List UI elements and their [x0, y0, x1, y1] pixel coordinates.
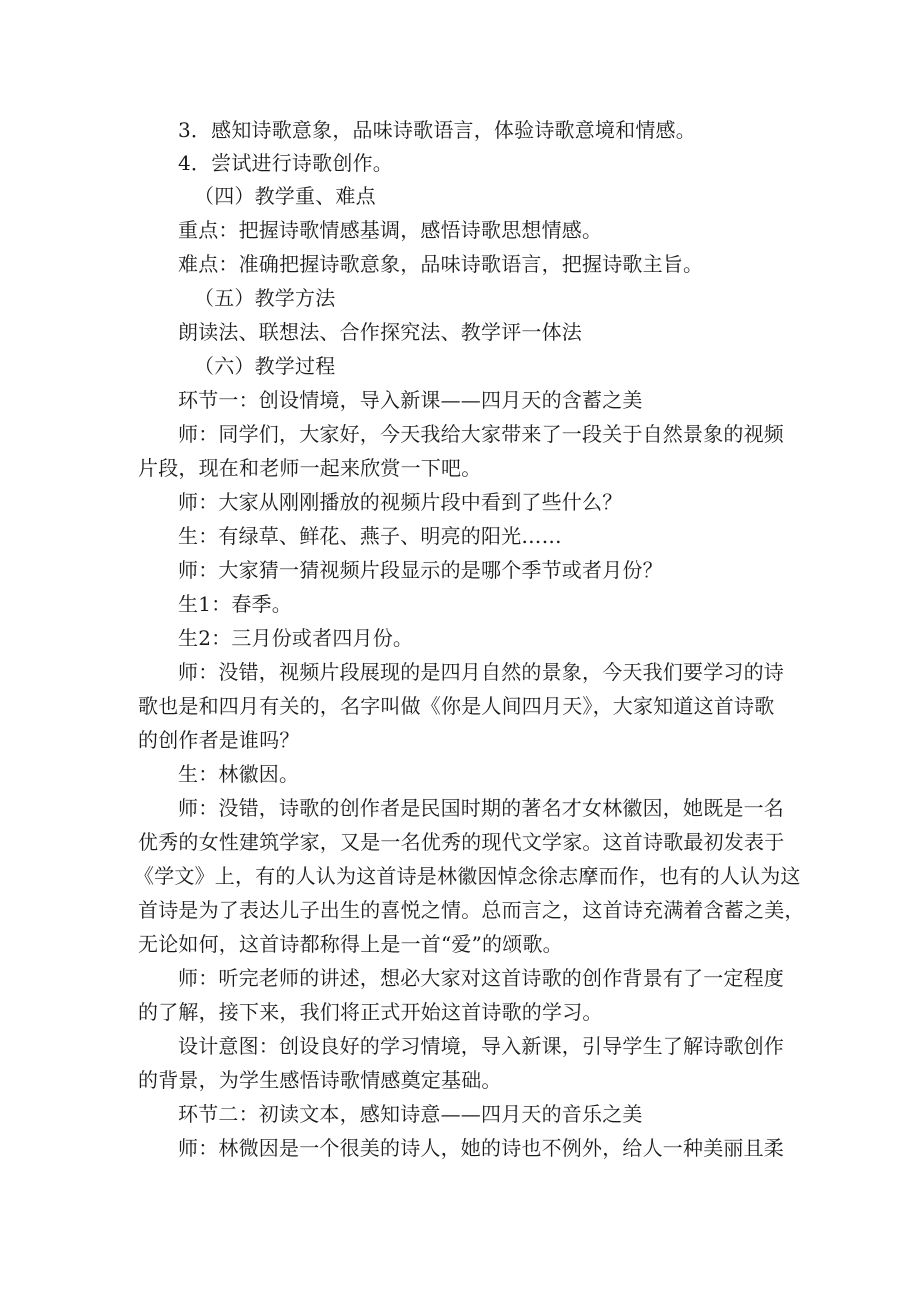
stage-two-heading: 环节二：初读文本，感知诗意——四月天的音乐之美	[178, 1102, 643, 1126]
paragraph-line: 师：林微因是一个很美的诗人，她的诗也不例外，给人一种美丽且柔	[178, 1136, 784, 1160]
stage-one-heading: 环节一：创设情境，导入新课——四月天的含蓄之美	[178, 388, 643, 412]
paragraph-line: 首诗是为了表达儿子出生的喜悦之情。总而言之，这首诗充满着含蓄之美，	[138, 898, 805, 922]
paragraph-line: 师：没错，诗歌的创作者是民国时期的著名才女林徽因，她既是一名	[178, 796, 784, 820]
paragraph-line: 生：林徽因。	[178, 762, 300, 786]
paragraph-line: 师：听完老师的讲述，想必大家对这首诗歌的创作背景有了一定程度	[178, 966, 784, 990]
paragraph-line: 师：大家从刚刚播放的视频片段中看到了些什么？	[178, 490, 623, 514]
paragraph-line: 师：同学们，大家好，今天我给大家带来了一段关于自然景象的视频	[178, 422, 784, 446]
methods-line: 朗读法、联想法、合作探究法、教学评一体法	[178, 320, 582, 344]
design-intent-line: 设计意图：创设良好的学习情境，导入新课，引导学生了解诗歌创作	[178, 1034, 784, 1058]
objective-3: 3．感知诗歌意象，品味诗歌语言，体验诗歌意境和情感。	[178, 118, 696, 142]
paragraph-line: 生2：三月份或者四月份。	[178, 626, 414, 650]
paragraph-line: 生1：春季。	[178, 592, 292, 616]
paragraph-line: 师：没错，视频片段展现的是四月自然的景象，今天我们要学习的诗	[178, 660, 784, 684]
paragraph-line: 师：大家猜一猜视频片段显示的是哪个季节或者月份？	[178, 558, 663, 582]
paragraph-line: 片段，现在和老师一起来欣赏一下吧。	[138, 456, 482, 480]
section-heading-key-points: （四）教学重、难点	[194, 184, 376, 208]
section-heading-process: （六）教学过程	[194, 354, 336, 378]
paragraph-line: 生：有绿草、鲜花、燕子、明亮的阳光……	[178, 524, 562, 548]
paragraph-line: 优秀的女性建筑学家，又是一名优秀的现代文学家。这首诗歌最初发表于	[138, 830, 785, 854]
key-point-line: 重点：把握诗歌情感基调，感悟诗歌思想情感。	[178, 218, 603, 242]
paragraph-line: 的了解，接下来，我们将正式开始这首诗歌的学习。	[138, 1000, 603, 1024]
design-intent-line: 的背景，为学生感悟诗歌情感奠定基础。	[138, 1068, 502, 1092]
difficulty-line: 难点：准确把握诗歌意象，品味诗歌语言，把握诗歌主旨。	[178, 252, 704, 276]
paragraph-line: 歌也是和四月有关的，名字叫做《你是人间四月天》，大家知道这首诗歌	[138, 694, 775, 718]
paragraph-line: 的创作者是谁吗？	[138, 728, 300, 752]
section-heading-methods: （五）教学方法	[194, 286, 336, 310]
objective-4: 4．尝试进行诗歌创作。	[178, 151, 393, 175]
paragraph-line: 《学文》上，有的人认为这首诗是林徽因悼念徐志摩而作，也有的人认为这	[134, 864, 801, 888]
paragraph-line: 无论如何，这首诗都称得上是一首“爱”的颂歌。	[138, 932, 563, 956]
